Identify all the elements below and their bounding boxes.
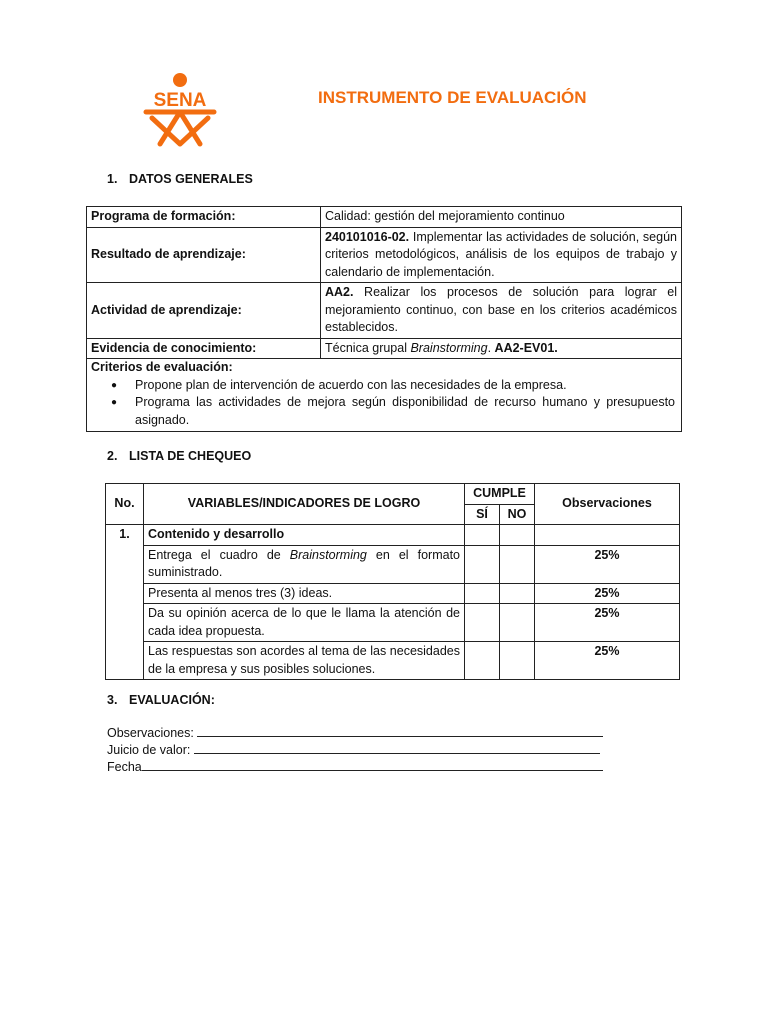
observation-cell: 25% — [535, 642, 680, 680]
header-no-option: NO — [500, 504, 535, 525]
indicator-text: Las respuestas son acordes al tema de las necesidades de la empresa y sus posibles soluciones. — [144, 642, 465, 680]
header-no: No. — [106, 484, 144, 525]
resultado-value: 240101016-02. Implementar las actividades de solución, según criterios metodológicos, análisis de los equipos de trabajo y calendario de implementación. — [321, 227, 682, 283]
document-title: INSTRUMENTO DE EVALUACIÓN — [318, 88, 587, 107]
header-cumple: CUMPLE — [465, 484, 535, 505]
header-variables: VARIABLES/INDICADORES DE LOGRO — [144, 484, 465, 525]
juicio-label: Juicio de valor: — [107, 743, 194, 757]
observation-cell: 25% — [535, 604, 680, 642]
resultado-label: Resultado de aprendizaje: — [87, 227, 321, 283]
table-row — [106, 545, 680, 583]
table-row — [87, 283, 682, 339]
juicio-field[interactable] — [107, 743, 600, 757]
observaciones-field[interactable] — [107, 726, 603, 740]
indicator-text: Da su opinión acerca de lo que le llama la atención de cada idea propuesta. — [144, 604, 465, 642]
group-title: Contenido y desarrollo — [144, 525, 465, 546]
list-item: ● Propone plan de intervención de acuerdo con las necesidades de la empresa. — [135, 377, 675, 395]
fecha-label: Fecha — [107, 760, 142, 774]
group-number: 1. — [106, 525, 144, 680]
header-observaciones: Observaciones — [535, 484, 680, 525]
fecha-field[interactable] — [107, 760, 603, 774]
section-heading-evaluacion: 3. EVALUACIÓN: — [107, 693, 215, 707]
si-checkbox[interactable] — [465, 583, 500, 604]
si-checkbox[interactable] — [465, 545, 500, 583]
si-checkbox[interactable] — [465, 525, 500, 546]
table-row — [87, 207, 682, 228]
actividad-label: Actividad de aprendizaje: — [87, 283, 321, 339]
table-row — [106, 525, 680, 546]
datos-generales-table — [86, 206, 682, 432]
indicator-text: Presenta al menos tres (3) ideas. — [144, 583, 465, 604]
table-row — [106, 604, 680, 642]
section-heading-lista-chequeo: 2. LISTA DE CHEQUEO — [107, 449, 252, 463]
observaciones-label: Observaciones: — [107, 726, 198, 740]
si-checkbox[interactable] — [465, 642, 500, 680]
table-row — [87, 359, 682, 432]
table-row — [106, 642, 680, 680]
actividad-value: AA2. Realizar los procesos de solución para lograr el mejoramiento continuo, con base en los criterios académicos establecidos. — [321, 283, 682, 339]
si-checkbox[interactable] — [465, 604, 500, 642]
table-row — [87, 338, 682, 359]
programa-value: Calidad: gestión del mejoramiento continuo — [321, 207, 682, 228]
list-item: ● Programa las actividades de mejora según disponibilidad de recurso humano y presupuesto asignado. — [135, 394, 675, 429]
indicator-text: Entrega el cuadro de Brainstorming en el formato suministrado. — [144, 545, 465, 583]
section-heading-datos-generales: 1. DATOS GENERALES — [107, 172, 253, 186]
observation-cell — [535, 525, 680, 546]
no-checkbox[interactable] — [500, 525, 535, 546]
criterios-cell — [87, 359, 682, 432]
no-checkbox[interactable] — [500, 604, 535, 642]
criterios-label: Criterios de evaluación: — [91, 360, 233, 374]
juicio-line[interactable] — [194, 743, 600, 754]
observation-cell: 25% — [535, 545, 680, 583]
criterios-list — [91, 377, 675, 430]
table-row — [106, 583, 680, 604]
observation-cell: 25% — [535, 583, 680, 604]
table-header-row — [106, 484, 680, 505]
observaciones-line[interactable] — [197, 726, 603, 737]
sena-logo — [140, 72, 220, 152]
programa-label: Programa de formación: — [87, 207, 321, 228]
logo-text: SENA — [153, 90, 207, 111]
no-checkbox[interactable] — [500, 583, 535, 604]
table-row — [87, 227, 682, 283]
lista-chequeo-table — [105, 483, 680, 680]
no-checkbox[interactable] — [500, 642, 535, 680]
evidencia-value: Técnica grupal Brainstorming. AA2-EV01. — [321, 338, 682, 359]
evidencia-label: Evidencia de conocimiento: — [87, 338, 321, 359]
header-si: SÍ — [465, 504, 500, 525]
no-checkbox[interactable] — [500, 545, 535, 583]
fecha-line[interactable] — [142, 760, 603, 771]
